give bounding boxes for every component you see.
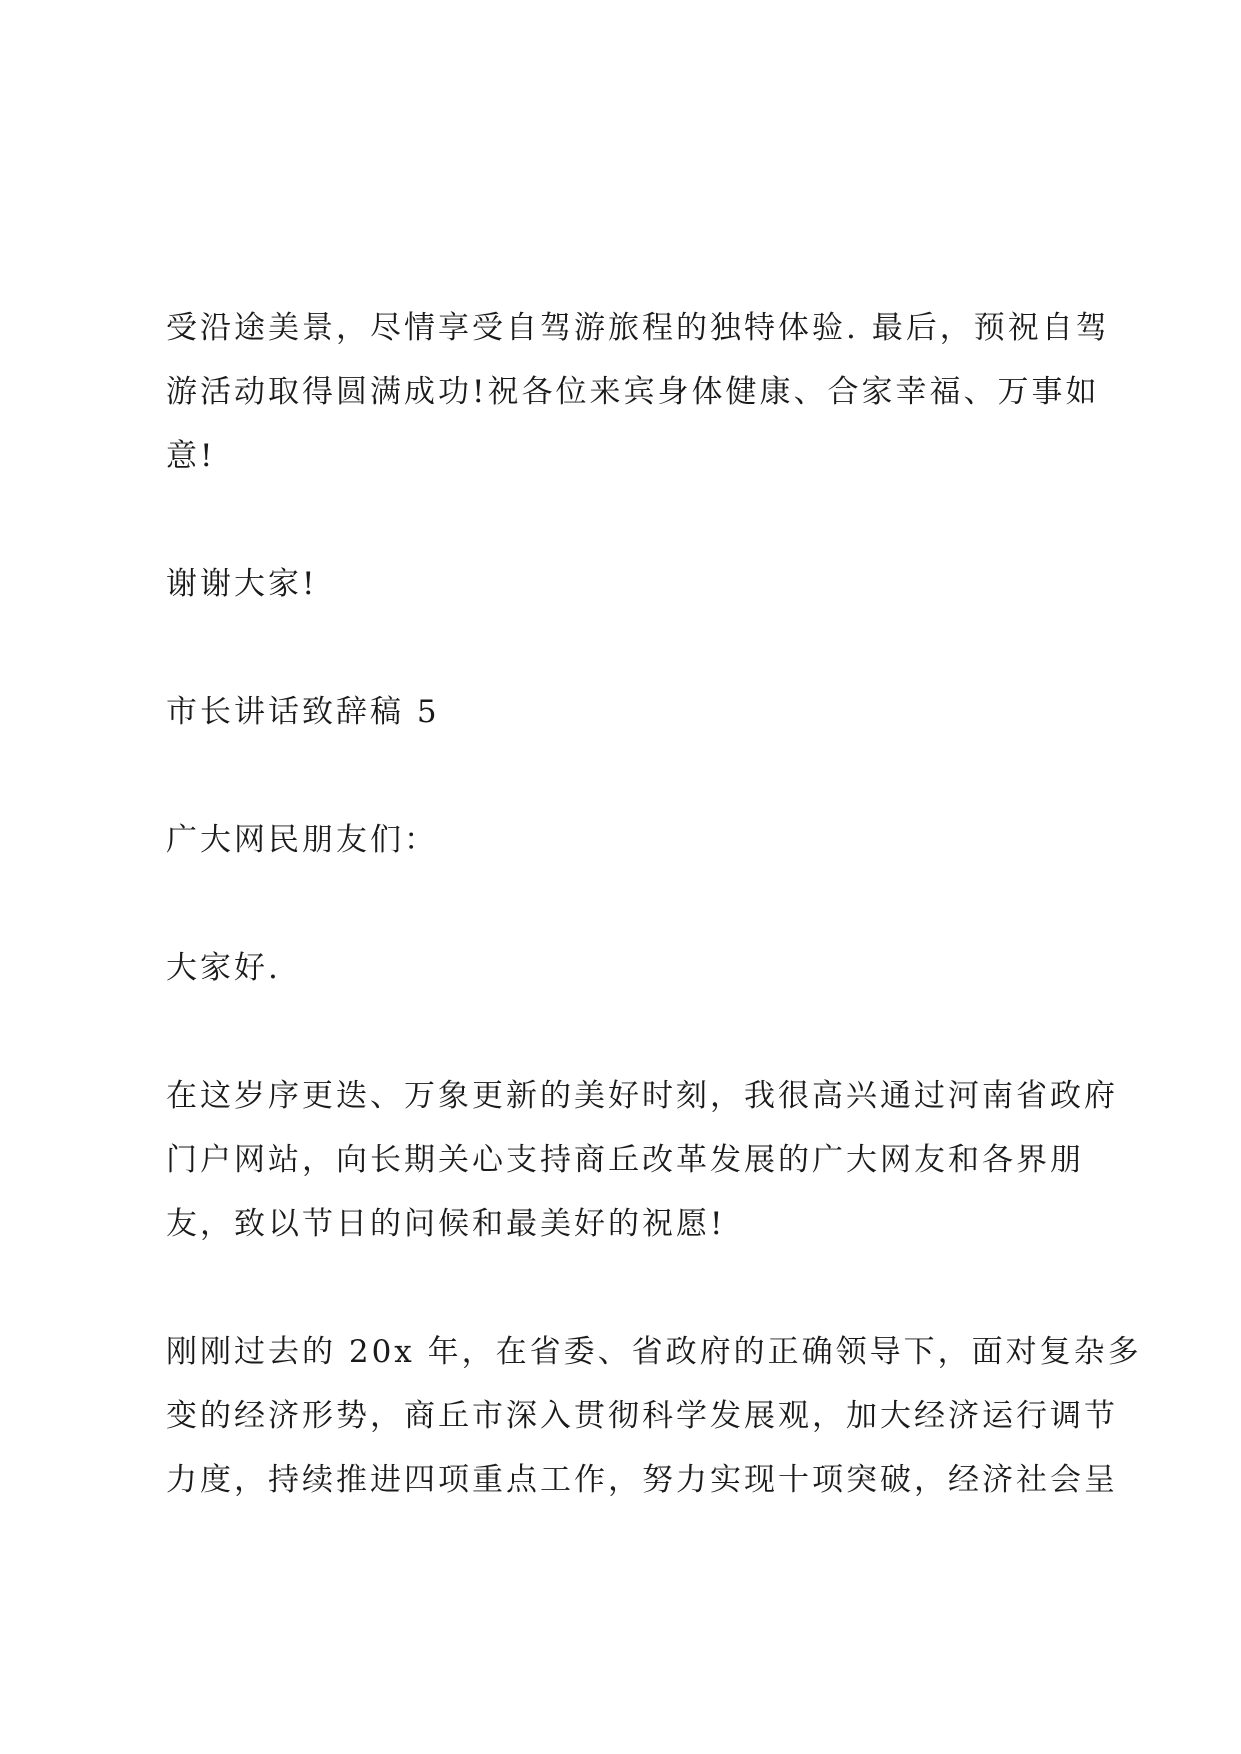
paragraph-thanks xyxy=(166,552,1096,616)
text-line: 变的经济形势，商丘市深入贯彻科学发展观，加大经济运行调节 xyxy=(166,1398,1118,1434)
text-line: 门户网站，向长期关心支持商丘改革发展的广大网友和各界朋 xyxy=(166,1142,1084,1178)
text-line: 刚刚过去的 20x 年，在省委、省政府的正确领导下，面对复杂多 xyxy=(166,1334,1142,1370)
document-body xyxy=(166,296,1142,1576)
paragraph-salutation xyxy=(166,808,1096,872)
section-heading xyxy=(166,680,1096,744)
paragraph-wishes xyxy=(166,1064,1118,1256)
paragraph-greeting xyxy=(166,936,1096,1000)
text-line: 友，致以节日的问候和最美好的祝愿! xyxy=(166,1206,726,1242)
text-line: 广大网民朋友们： xyxy=(166,822,438,858)
text-line: 谢谢大家! xyxy=(166,566,318,602)
paragraph-closing-remarks xyxy=(166,296,1110,488)
paragraph-review xyxy=(166,1320,1142,1512)
text-line: 受沿途美景，尽情享受自驾游旅程的独特体验. 最后，预祝自驾 xyxy=(166,310,1110,346)
text-line: 意! xyxy=(166,438,216,474)
text-line: 游活动取得圆满成功!祝各位来宾身体健康、合家幸福、万事如 xyxy=(166,374,1100,410)
text-line: 在这岁序更迭、万象更新的美好时刻，我很高兴通过河南省政府 xyxy=(166,1078,1118,1114)
text-line: 市长讲话致辞稿 5 xyxy=(166,694,440,730)
text-line: 大家好. xyxy=(166,950,281,986)
text-line: 力度，持续推进四项重点工作，努力实现十项突破，经济社会呈 xyxy=(166,1462,1118,1498)
